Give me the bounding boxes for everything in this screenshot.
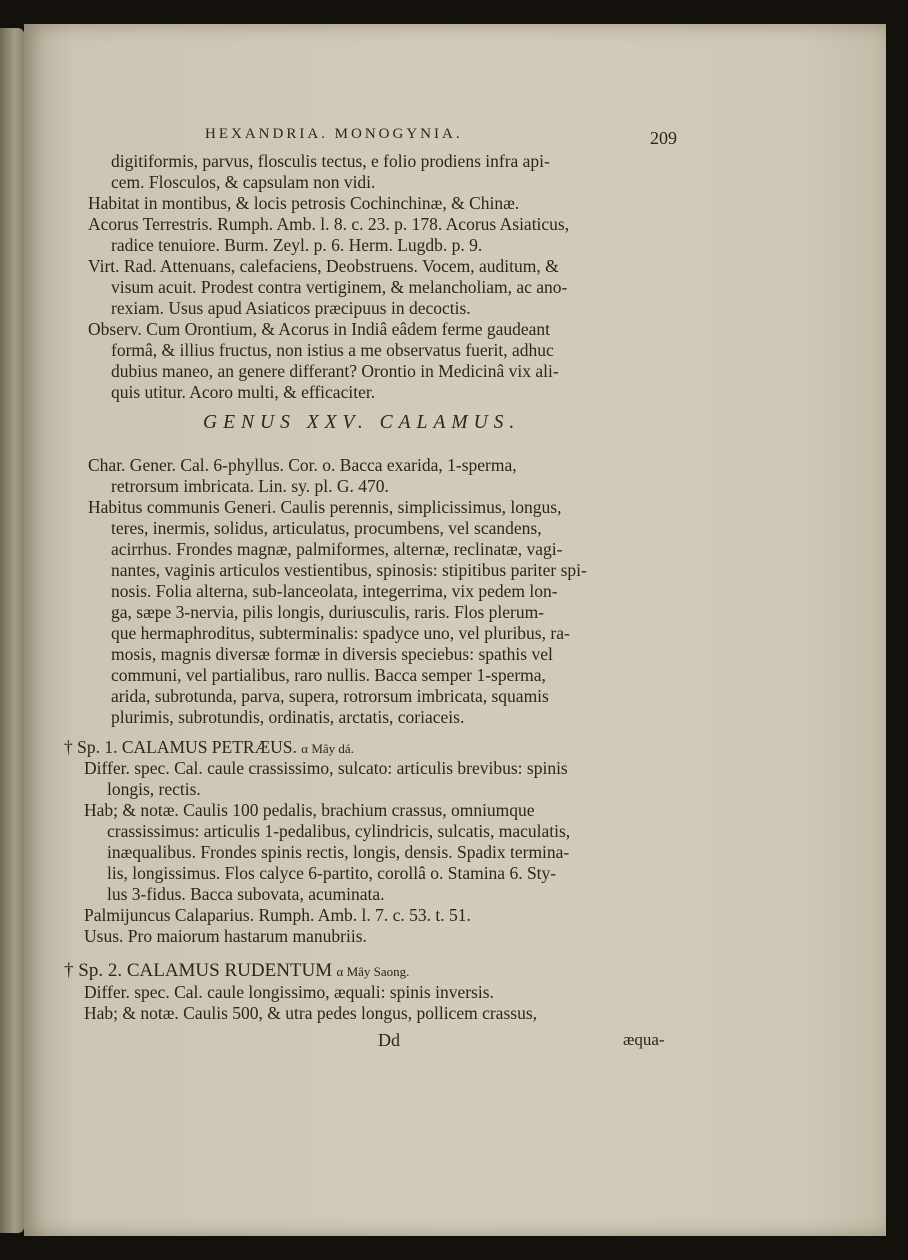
species-1-line: crassissimus: articulis 1-pedalibus, cylindricis, sulcatis, maculatis, — [107, 821, 571, 841]
genus-text-line: acirrhus. Frondes magnæ, palmiformes, alternæ, reclinatæ, vagi- — [111, 539, 563, 559]
species-2-text — [84, 982, 537, 1024]
species-1-line: Differ. spec. Cal. caule crassissimo, sulcato: articulis brevibus: spinis — [84, 758, 568, 778]
facing-page-edge — [0, 28, 24, 1233]
species-1-line: lis, longissimus. Flos calyce 6-partito, corollâ o. Stamina 6. Sty- — [107, 863, 557, 883]
species-2-line: Hab; & notæ. Caulis 500, & utra pedes longus, pollicem crassus, — [84, 1003, 538, 1023]
genus-text-line: que hermaphroditus, subterminalis: spadyce uno, vel pluribus, ra- — [111, 623, 570, 643]
species-1-line: longis, rectis. — [107, 779, 201, 799]
acorus-text-line: radice tenuiore. Burm. Zeyl. p. 6. Herm. Lugdb. p. 9. — [111, 235, 483, 255]
acorus-text-line: rexiam. Usus apud Asiaticos præcipuus in decoctis. — [111, 298, 471, 318]
genus-text-line: Char. Gener. Cal. 6-phyllus. Cor. o. Bacca exarida, 1-sperma, — [88, 455, 517, 475]
acorus-text-line: formâ, & illius fructus, non istius a me observatus fuerit, adhuc — [111, 340, 554, 360]
species-1-line: Palmijuncus Calaparius. Rumph. Amb. l. 7. c. 53. t. 51. — [84, 905, 471, 925]
species-2-name: † Sp. 2. CALAMUS RUDENTUM — [64, 960, 333, 981]
text-block-calamus-genus — [88, 455, 587, 728]
acorus-text-line: digitiformis, parvus, flosculis tectus, e folio prodiens infra api- — [111, 151, 550, 171]
running-head: HEXANDRIA. MONOGYNIA. — [205, 126, 463, 142]
page-number: 209 — [650, 128, 677, 148]
species-1-line: inæqualibus. Frondes spinis rectis, longis, densis. Spadix termina- — [107, 842, 570, 862]
acorus-text-line: Habitat in montibus, & locis petrosis Cochinchinæ, & Chinæ. — [88, 193, 520, 213]
genus-text-line: teres, inermis, solidus, articulatus, procumbens, vel scandens, — [111, 518, 542, 538]
acorus-text-line: Virt. Rad. Attenuans, calefaciens, Deobstruens. Vocem, auditum, & — [88, 256, 559, 276]
text-block-acorus — [88, 151, 569, 403]
species-1-name: † Sp. 1. CALAMUS PETRÆUS. — [64, 737, 297, 757]
genus-text-line: ga, sæpe 3-nervia, pilis longis, duriusculis, raris. Flos plerum- — [111, 602, 545, 622]
acorus-text-line: visum acuit. Prodest contra vertiginem, & melancholiam, ac ano- — [111, 277, 568, 297]
acorus-text-line: dubius maneo, an genere differant? Orontio in Medicinâ vix ali- — [111, 361, 559, 381]
species-1-line: Hab; & notæ. Caulis 100 pedalis, brachium crassus, omniumque — [84, 800, 535, 820]
species-1-heading — [64, 737, 354, 759]
acorus-text-line: Observ. Cum Orontium, & Acorus in Indiâ eâdem ferme gaudeant — [88, 319, 551, 339]
genus-text-line: retrorsum imbricata. Lin. sy. pl. G. 470. — [111, 476, 389, 496]
species-2-vernacular: α Mây Saong. — [336, 964, 410, 979]
species-2-heading — [64, 960, 409, 982]
genus-text-line: Habitus communis Generi. Caulis perennis, simplicissimus, longus, — [88, 497, 562, 517]
genus-text-line: nantes, vaginis articulos vestientibus, spinosis: stipitibus pariter spi- — [111, 560, 587, 580]
species-1-text — [84, 758, 570, 947]
genus-text-line: mosis, magnis diversæ formæ in diversis speciebus: spathis vel — [111, 644, 553, 664]
genus-text-line: communi, vel partialibus, raro nullis. Bacca semper 1-sperma, — [111, 665, 546, 685]
catchword: æqua- — [623, 1030, 665, 1049]
signature-mark: Dd — [378, 1030, 400, 1050]
species-1-line: lus 3-fidus. Bacca subovata, acuminata. — [107, 884, 385, 904]
acorus-text-line: quis utitur. Acoro multi, & efficaciter. — [111, 382, 376, 402]
species-2-line: Differ. spec. Cal. caule longissimo, æquali: spinis inversis. — [84, 982, 494, 1002]
species-1-line: Usus. Pro maiorum hastarum manubriis. — [84, 926, 367, 946]
species-1-vernacular: α Mây dá. — [301, 741, 354, 756]
genus-text-line: plurimis, subrotundis, ordinatis, arctatis, coriaceis. — [111, 707, 465, 727]
genus-text-line: arida, subrotunda, parva, supera, rotrorsum imbricata, squamis — [111, 686, 549, 706]
genus-heading: GENUS XXV. CALAMUS. — [203, 412, 521, 433]
genus-text-line: nosis. Folia alterna, sub-lanceolata, integerrima, vix pedem lon- — [111, 581, 558, 601]
acorus-text-line: cem. Flosculos, & capsulam non vidi. — [111, 172, 376, 192]
acorus-text-line: Acorus Terrestris. Rumph. Amb. l. 8. c. 23. p. 178. Acorus Asiaticus, — [88, 214, 570, 234]
